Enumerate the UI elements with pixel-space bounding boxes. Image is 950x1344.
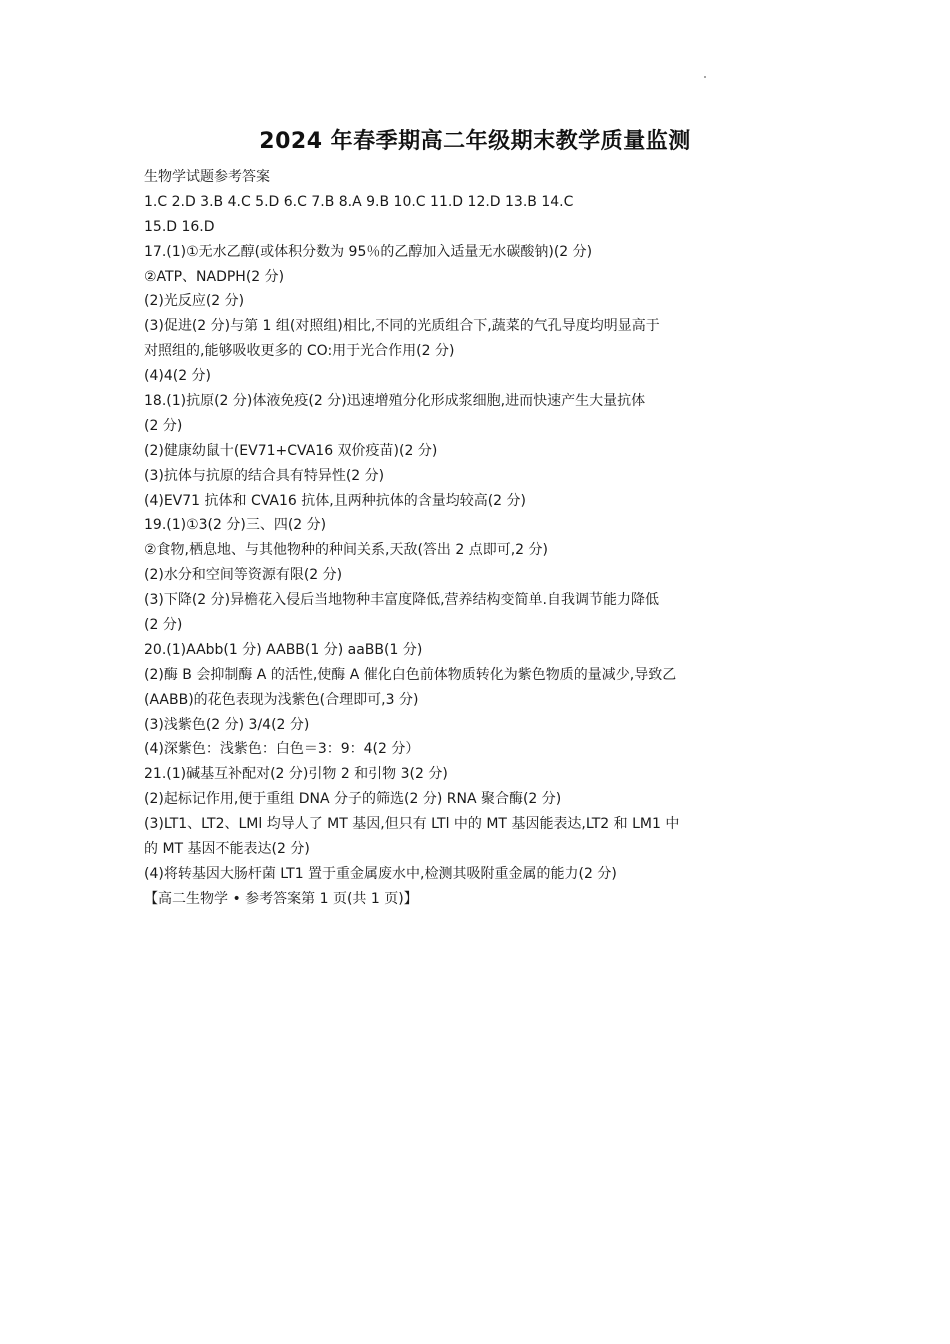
answer-line: (AABB)的花色表现为浅紫色(合理即可,3 分) bbox=[144, 691, 419, 708]
answer-line: (2)光反应(2 分) bbox=[144, 293, 245, 310]
answer-line: 1.C 2.D 3.B 4.C 5.D 6.C 7.B 8.A 9.B 10.C 11.D 12.D 13.B 14.C bbox=[144, 193, 574, 210]
answer-line: (2)酶 B 会抑制酶 A 的活性,使酶 A 催化白色前体物质转化为紫色物质的量减少,导致乙 bbox=[144, 666, 677, 683]
answer-line: 的 MT 基因不能表达(2 分) bbox=[144, 841, 310, 858]
answer-line: (3)LT1、LT2、LMl 均导人了 MT 基因,但只有 LTl 中的 MT 基因能表达,LT2 和 LM1 中 bbox=[144, 816, 680, 833]
answer-line: 20.(1)AAbb(1 分) AABB(1 分) aaBB(1 分) bbox=[144, 641, 423, 658]
answer-line: (3)浅紫色(2 分) 3/4(2 分) bbox=[144, 716, 310, 733]
answer-line: (4)将转基因大肠杆菌 LT1 置于重金属废水中,检测其吸附重金属的能力(2 分) bbox=[144, 865, 617, 882]
subtitle-line: 生物学试题参考答案 bbox=[144, 169, 270, 185]
answer-line: 17.(1)①无水乙醇(或体积分数为 95％的乙醇加入适量无水碳酸钠)(2 分) bbox=[144, 243, 593, 260]
answer-line: (2)起标记作用,便于重组 DNA 分子的筛选(2 分) RNA 聚合酶(2 分) bbox=[144, 791, 562, 808]
scan-speck bbox=[704, 76, 706, 78]
page-title: 2024 年春季期高二年级期末教学质量监测 bbox=[259, 129, 691, 154]
answer-line: ②食物,栖息地、与其他物种的种间关系,天敌(答出 2 点即可,2 分) bbox=[144, 542, 548, 559]
answer-line: (2)健康幼鼠十(EV71+CVA16 双价疫苗)(2 分) bbox=[144, 442, 438, 459]
answer-content bbox=[144, 165, 804, 912]
answer-line: (3)抗体与抗原的结合具有特异性(2 分) bbox=[144, 467, 385, 484]
answer-line: (2 分) bbox=[144, 417, 183, 434]
answer-line: 对照组的,能够吸收更多的 CO:用于光合作用(2 分) bbox=[144, 343, 455, 360]
answer-line: 15.D 16.D bbox=[144, 218, 215, 235]
answer-line: (3)下降(2 分)异檐花入侵后当地物种丰富度降低,营养结构变简单.自我调节能力降低 bbox=[144, 592, 660, 609]
answer-line: (4)EV71 抗体和 CVA16 抗体,且两种抗体的含量均较高(2 分) bbox=[144, 492, 526, 509]
page-footer: 【高二生物学 • 参考答案第 1 页(共 1 页)】 bbox=[144, 890, 418, 907]
answer-line: 19.(1)①3(2 分)三、四(2 分) bbox=[144, 517, 327, 534]
answer-line: (2 分) bbox=[144, 617, 183, 634]
answer-line: 21.(1)碱基互补配对(2 分)引物 2 和引物 3(2 分) bbox=[144, 766, 448, 783]
answer-line: 18.(1)抗原(2 分)体液免疫(2 分)迅速增殖分化形成浆细胞,进而快速产生大量抗体 bbox=[144, 393, 646, 410]
answer-line: (2)水分和空间等资源有限(2 分) bbox=[144, 567, 343, 584]
answer-line: (4)4(2 分) bbox=[144, 368, 212, 385]
answer-line: (3)促进(2 分)与第 1 组(对照组)相比,不同的光质组合下,蔬菜的气孔导度均明显高于 bbox=[144, 318, 660, 335]
answer-line: (4)深紫色：浅紫色：白色＝3：9：4(2 分） bbox=[144, 741, 420, 758]
answer-line: ②ATP、NADPH(2 分) bbox=[144, 268, 285, 285]
